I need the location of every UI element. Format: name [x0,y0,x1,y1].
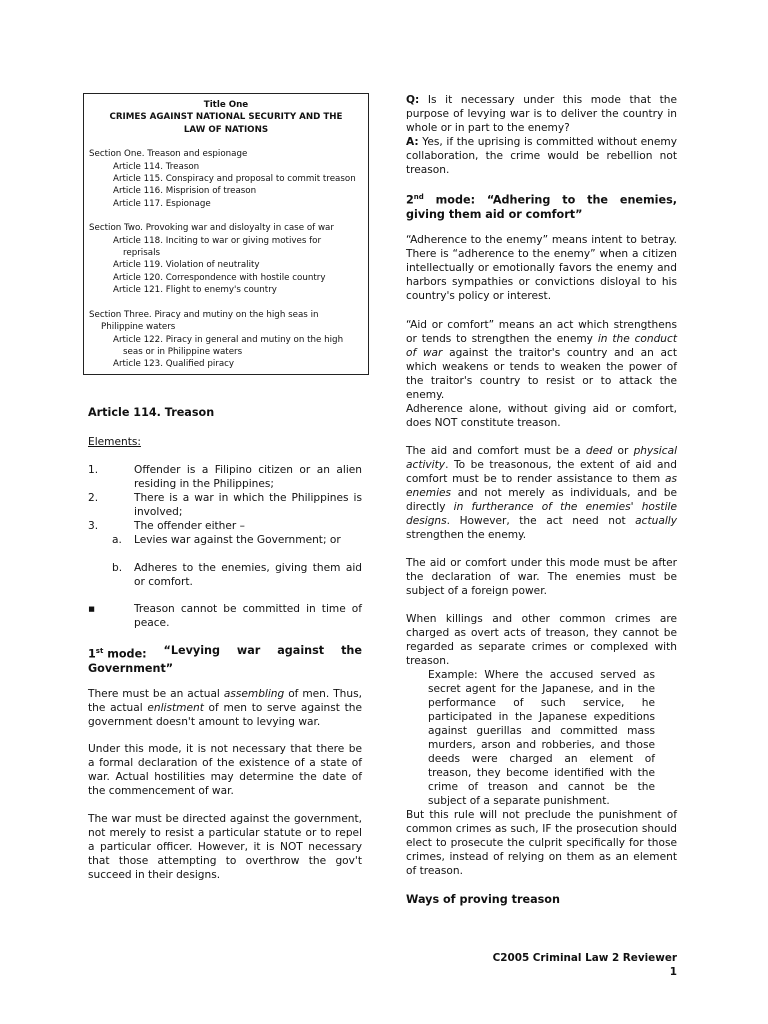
element-number: a. [112,534,122,546]
mode2-heading: 2nd mode: “Adhering to the enemies, giving them aid or comfort” [406,193,677,221]
toc-article-114: Article 114. Treason [113,161,200,172]
toc-section-three-cont: Philippine waters [101,322,176,333]
toc-subtitle-line1: CRIMES AGAINST NATIONAL SECURITY AND THE [109,112,343,123]
toc-section-three: Section Three. Piracy and mutiny on the high seas in [89,309,319,320]
element-item-3a [88,533,362,547]
mode1-word: “Levying [163,644,221,657]
toc-section-two: Section Two. Provoking war and disloyalty in case of war [89,223,334,234]
toc-article-118: Article 118. Inciting to war or giving motives for [113,235,322,246]
elements-label: Elements: [88,436,141,448]
bullet-icon: ▪ [88,603,96,615]
ways-heading: Ways of proving treason [406,893,560,906]
element-number: b. [112,562,123,574]
element-text: There is a war in which the Philippines is involved; [134,492,362,518]
toc-article-122-cont: seas or in Philippine waters [123,346,243,357]
page-number: 1 [669,966,677,978]
paragraph-after-declaration: The aid or comfort under this mode must be after the declaration of war. The enemies must be subject of a foreign power. [406,557,677,597]
mode1-number: 1 [88,647,96,661]
mode1-word: war [236,644,261,657]
page-footer [493,951,677,979]
note-text: Treason cannot be committed in time of peace. [134,603,362,629]
element-text: Adheres to the enemies, giving them aid or comfort. [134,562,362,588]
toc-article-115: Article 115. Conspiracy and proposal to commit treason [113,174,356,185]
element-text: The offender either – [134,520,245,532]
toc-article-117: Article 117. Espionage [113,198,211,209]
toc-article-123: Article 123. Qualified piracy [113,359,235,370]
mode1-superscript: st [95,647,104,655]
toc-article-121: Article 121. Flight to enemy's country [113,285,277,296]
article-heading: Article 114. Treason [88,406,215,419]
table-of-contents-box [83,93,369,375]
paragraph-assembling: There must be an actual assembling of men. Thus, the actual enlistment of men to serve against the government doesn't amount to levying war. [88,688,362,728]
toc-article-116: Article 116. Misprision of treason [113,186,257,197]
answer-paragraph: A: Yes, if the uprising is committed without enemy collaboration, the crime would be rebellion not treason. [406,136,677,176]
element-item-2 [88,491,362,519]
element-number: 3. [88,520,99,532]
toc-title: Title One [203,100,249,110]
toc-subtitle-line2: LAW OF NATIONS [183,124,269,135]
note-bullet-item [88,602,362,630]
example-paragraph: Example: Where the accused served as secret agent for the Japanese, and in the performance of such service, he participated in the Japanese expeditions against guerillas and committed mass murders, arson and robberies, and those deeds were charged an element of treason, they become identified with the crime of treason and cannot be the subject of a separate punishment. [428,669,655,807]
question-paragraph: Q: Is it necessary under this mode that the purpose of levying war is to deliver the country in whole or in part to the enemy? [406,94,677,134]
element-number: 2. [88,492,99,504]
toc-article-119: Article 119. Violation of neutrality [113,260,260,271]
toc-article-122: Article 122. Piracy in general and mutiny on the high [113,334,344,345]
paragraph-declaration: Under this mode, it is not necessary that there be a formal declaration of the existence of a state of war. Actual hostilities may determine the date of the commencement of war. [88,743,362,797]
element-item-3 [88,519,362,533]
element-text: Levies war against the Government; or [134,534,341,546]
footer-title: C2005 Criminal Law 2 Reviewer [492,952,677,964]
paragraph-rule: But this rule will not preclude the punishment of common crimes as such, IF the prosecution should elect to prosecute the culprit specifically for those crimes, instead of relying on them as an element of treason. [406,809,677,877]
paragraph-adherence: “Adherence to the enemy” means intent to betray. There is “adherence to the enemy” when a citizen intellectually or emotionally favors the enemy and harbors sympathies or convictions disloyal to his country's policy or interest. [406,234,677,302]
element-item-3b [88,561,362,589]
paragraph-aid-comfort: “Aid or comfort” means an act which strengthens or tends to strengthen the enemy in the conduct of war against the traitor's country and an act which weakens or tends to weaken the power of the traitor's country to resist or to attack the enemy. [406,319,678,401]
paragraph-deed: The aid and comfort must be a deed or physical activity. To be treasonous, the extent of aid and comfort must be to render assistance to them as enemies and not merely as individuals, and be directly in furtherance of the enemies' hostile designs. However, the act need not actually strengthen the enemy. [406,445,678,541]
element-number: 1. [88,464,99,476]
mode1-word: against [277,644,325,657]
toc-article-120: Article 120. Correspondence with hostile country [113,272,326,283]
toc-section-one: Section One. Treason and espionage [89,149,248,160]
paragraph-killings: When killings and other common crimes are charged as overt acts of treason, they cannot be regarded as separate crimes or complexed with treason. [406,613,677,667]
mode1-heading-line2: Government” [88,661,174,675]
mode1-heading [88,644,362,676]
paragraph-adherence-alone: Adherence alone, without giving aid or comfort, does NOT constitute treason. [406,403,677,429]
mode1-word: the [341,644,362,657]
element-item-1 [88,463,362,491]
mode1-word: mode: [107,647,147,661]
element-text: Offender is a Filipino citizen or an alien residing in the Philippines; [134,464,362,490]
toc-article-118-cont: reprisals [123,248,161,259]
paragraph-directed: The war must be directed against the government, not merely to resist a particular statute or to repel a particular officer. However, it is NOT necessary that those attempting to overthrow the gov't succeed in their designs. [88,813,362,881]
